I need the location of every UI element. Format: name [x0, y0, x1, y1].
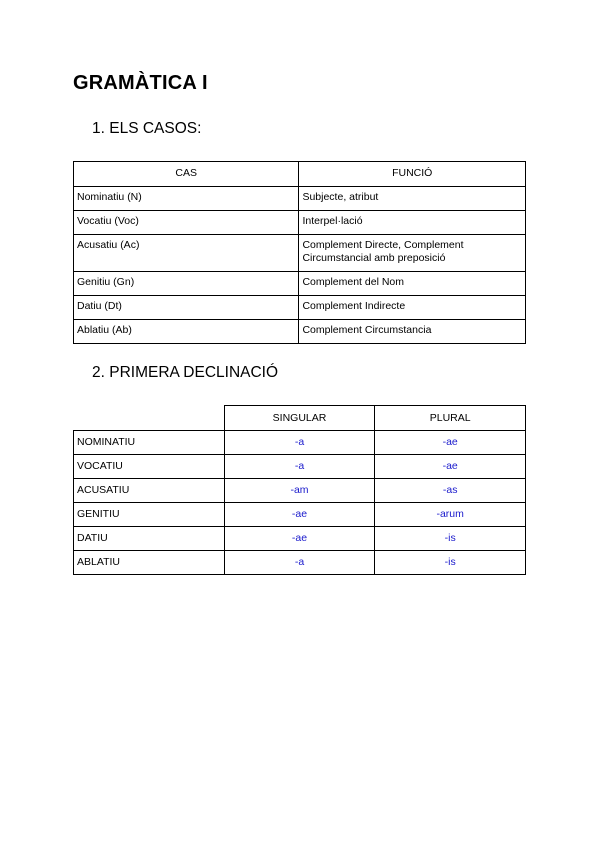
table-row — [74, 479, 526, 503]
case-name: Ablatiu (Ab) — [74, 320, 299, 344]
section-heading-cases: 1. ELS CASOS: — [92, 120, 202, 137]
case-function: Complement Directe, Complement Circumstancial amb preposició — [299, 235, 526, 272]
table-row — [74, 235, 526, 272]
case-label: GENITIU — [74, 503, 225, 527]
table-row — [74, 296, 526, 320]
case-name: Nominatiu (N) — [74, 187, 299, 211]
table-row — [74, 211, 526, 235]
column-header-funcio: FUNCIÓ — [299, 162, 526, 187]
table-row — [74, 320, 526, 344]
table-row — [74, 527, 526, 551]
table-row — [74, 272, 526, 296]
plural-ending: -as — [375, 479, 526, 503]
case-label: NOMINATIU — [74, 431, 225, 455]
case-name: Genitiu (Gn) — [74, 272, 299, 296]
case-function: Complement del Nom — [299, 272, 526, 296]
empty-corner-cell — [74, 406, 225, 431]
singular-ending: -ae — [224, 503, 375, 527]
singular-ending: -a — [224, 455, 375, 479]
table-row — [74, 551, 526, 575]
plural-ending: -is — [375, 527, 526, 551]
case-name: Datiu (Dt) — [74, 296, 299, 320]
column-header-plural: PLURAL — [375, 406, 526, 431]
case-name: Vocatiu (Voc) — [74, 211, 299, 235]
table-header-row — [74, 162, 526, 187]
case-label: DATIU — [74, 527, 225, 551]
table-row — [74, 187, 526, 211]
table-row — [74, 431, 526, 455]
table-row — [74, 503, 526, 527]
declension-table — [73, 405, 526, 575]
singular-ending: -a — [224, 431, 375, 455]
section-heading-declension: 2. PRIMERA DECLINACIÓ — [92, 364, 279, 381]
case-label: ACUSATIU — [74, 479, 225, 503]
case-name: Acusatiu (Ac) — [74, 235, 299, 272]
singular-ending: -a — [224, 551, 375, 575]
table-row — [74, 455, 526, 479]
singular-ending: -am — [224, 479, 375, 503]
case-function: Complement Indirecte — [299, 296, 526, 320]
case-label: ABLATIU — [74, 551, 225, 575]
case-function: Complement Circumstancia — [299, 320, 526, 344]
case-function: Subjecte, atribut — [299, 187, 526, 211]
plural-ending: -ae — [375, 431, 526, 455]
cases-table — [73, 161, 526, 344]
table-header-row — [74, 406, 526, 431]
plural-ending: -ae — [375, 455, 526, 479]
case-label: VOCATIU — [74, 455, 225, 479]
plural-ending: -arum — [375, 503, 526, 527]
column-header-singular: SINGULAR — [224, 406, 375, 431]
case-function: Interpel·lació — [299, 211, 526, 235]
column-header-cas: CAS — [74, 162, 299, 187]
plural-ending: -is — [375, 551, 526, 575]
page-title: GRAMÀTICA I — [73, 72, 208, 94]
singular-ending: -ae — [224, 527, 375, 551]
